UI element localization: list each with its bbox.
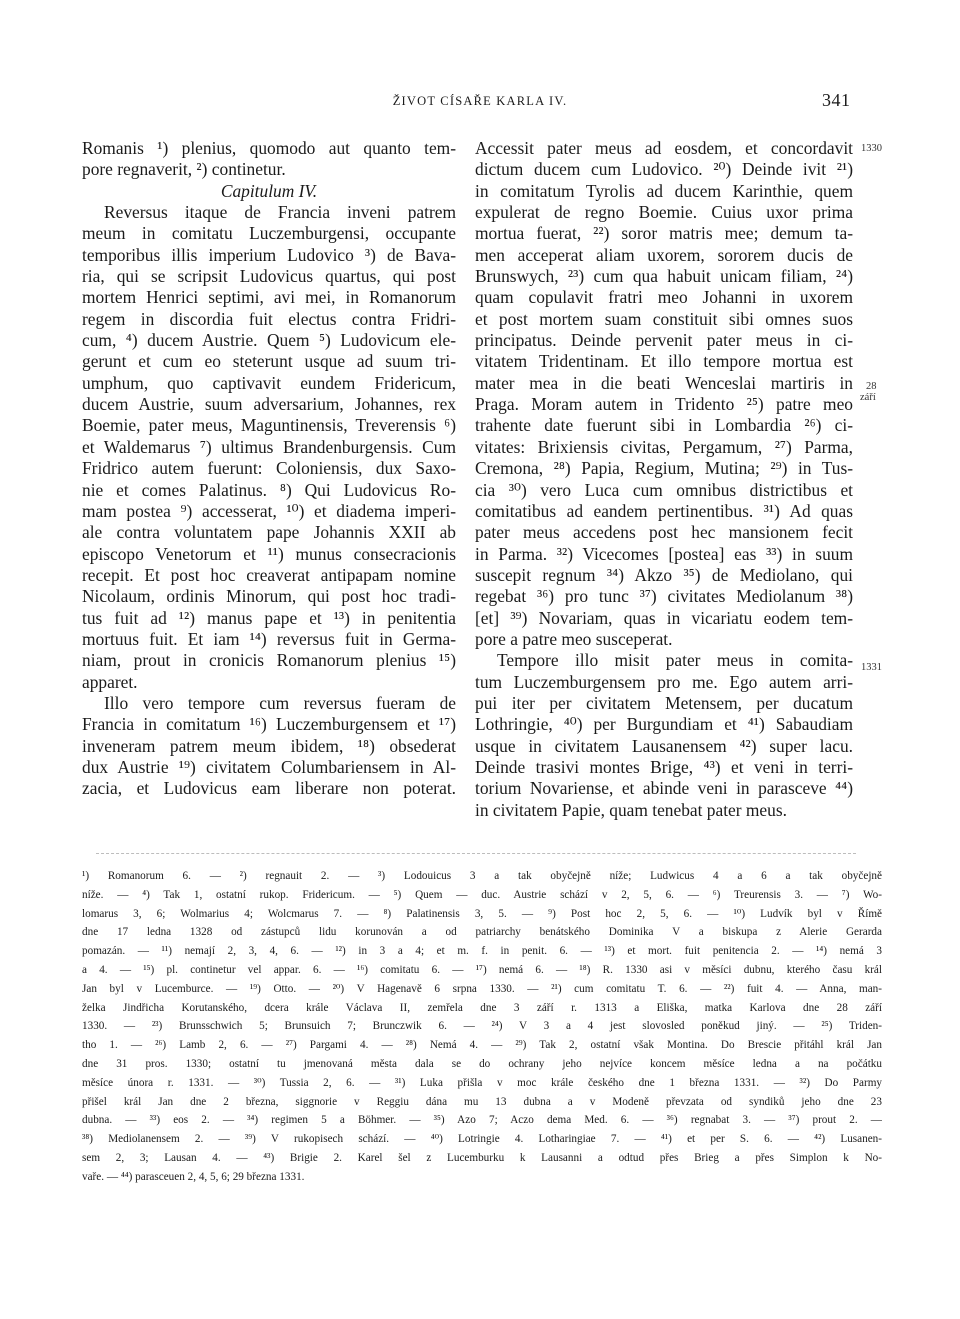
text-line: tum Luczemburgensem pro me. Ego autem arri- xyxy=(475,671,853,692)
margin-note-day: 28 xyxy=(866,381,877,392)
footnote-line: lomarus 3, 6; Wolmarius 4; Wolcmarus 7. — ⁸) Palatinensis 3, 5. — ⁹) Post hoc 2, 5, 6. — ¹⁰) Ludvík byl v Římě xyxy=(82,907,882,920)
footnote-line: měsíce února r. 1331. — ³⁰) Tussia 2, 6. — ³¹) Luka přišla v moc krále českého dne 1 března 1331. — ³²) Do Parmy xyxy=(82,1076,882,1089)
chapter-heading: Capitulum IV. xyxy=(220,180,318,201)
text-line: mam postea ⁹) accesserat, ¹⁰) et diadema imperi- xyxy=(82,500,456,521)
margin-note-year: 1330 xyxy=(861,143,882,154)
text-line: in civitatem Papie, quam tenebat pater meus. xyxy=(475,799,787,820)
text-line: mater mea in die beati Wenceslai martiris in xyxy=(475,372,853,393)
left-column xyxy=(82,138,456,800)
text-line: dictum ducem cum Ludovico. ²⁰) Deinde ivit ²¹) xyxy=(475,159,853,180)
footnote-line: vaře. — ⁴⁴) parasceuen 2, 4, 5, 6; 29 března 1331. xyxy=(82,1170,305,1183)
text-line: Praga. Moram autem in Tridento ²⁵) patre meo xyxy=(475,394,853,415)
text-line: comitatibus ad eandem pertinentibus. ³¹) Ad quas xyxy=(475,500,853,521)
text-line: ria, qui se scripsit Ludovicus quartus, qui post xyxy=(82,266,456,287)
text-line: regem in discordia fuit electus contra Fridri- xyxy=(82,308,456,329)
text-line: mortuus fuit. Et iam ¹⁴) reversus fuit in Germa- xyxy=(82,628,456,649)
text-line: [et] ³⁹) Novariam, quas in vicariatu eodem tem- xyxy=(475,607,853,628)
text-line: in Parma. ³²) Vicecomes [postea] eas ³³) in suum xyxy=(475,543,853,564)
text-line: episcopo Venetorum et ¹¹) munus consecracionis xyxy=(82,543,456,564)
text-line: gerunt et cum eo steterunt usque ad suum tri- xyxy=(82,351,456,372)
text-line: Accessit pater meus ad eosdem, et concordavit xyxy=(475,138,853,158)
text-line: pore a patre meo susceperat. xyxy=(475,628,673,649)
text-line: trahente date fuerunt sibi in Lombardia ²⁶) ci- xyxy=(475,415,853,436)
footnote-line: ¹) Romanorum 6. — ²) regnauit 2. — ³) Lodouicus 3 a tak obyčejně níže; Ludwicus 4 a 6 a tak obyčejně xyxy=(82,870,882,882)
footnote-line: želka Jindřicha Korutanského, dcera krále Václava II, zemřela dne 3 září r. 1313 a Eliška, matka Karlova dne 28 září xyxy=(82,1001,882,1014)
text-line: Deinde trasivi montes Brige, ⁴³) et veni in terri- xyxy=(475,756,853,777)
footnote-line: níže. — ⁴) Tak 1, ostatní rukop. Fridericum. — ⁵) Quem — duc. Austrie schází v 2, 5, 6. — ⁶) Treurensis 3. — ⁷) Wo- xyxy=(82,888,882,901)
text-line: vitatem Tridentinam. Et illo tempore mortua est xyxy=(475,351,853,372)
text-line: Nicolaum, ordinis Minorum, qui post hoc tradi- xyxy=(82,586,456,607)
text-line: regebat ³⁶) pro tunc ³⁷) civitates Mediolanum ³⁸) xyxy=(475,586,853,607)
text-line: Reversus itaque de Francia inveni patrem xyxy=(104,202,456,223)
page-number: 341 xyxy=(822,90,851,110)
text-line: et post mortem suam constituit sibi omnes suos xyxy=(475,308,853,329)
footnotes xyxy=(82,867,882,1187)
text-line: recepit. Et post hoc creaverat antipapam nomine xyxy=(82,564,456,585)
text-line: pater meus accedens post hec mansionem fecit xyxy=(475,522,853,543)
text-line: niam, prout in cronicis Romanorum plenius ¹⁵) xyxy=(82,650,456,671)
text-line: apparet. xyxy=(82,671,138,692)
footnote-line: pomazán. — ¹¹) nemají 2, 3, 4, 6. — ¹²) in 3 a 4; et m. f. in penit. 6. — ¹³) et mort. fuit penitencia 2. — ¹⁴) nemá 3 xyxy=(82,945,882,958)
margin-note-month: září xyxy=(860,392,876,403)
running-header xyxy=(0,90,960,114)
text-line: tus fuit ad ¹²) manus pape et ¹³) in penitentia xyxy=(82,607,456,628)
margin-note-year: 1331 xyxy=(861,662,882,673)
right-column xyxy=(475,138,853,821)
text-line: et Waldemarus ⁷) ultimus Brandenburgensis. Cum xyxy=(82,436,456,457)
text-line: vitates: Brixiensis civitas, Pergamum, ²⁷) Parma, xyxy=(475,436,853,457)
footnote-separator xyxy=(96,853,856,854)
text-line: ducem Austrie, suum adversarium, Johannes, rex xyxy=(82,394,456,415)
text-line: mortem Henrici septimi, avi mei, in Romanorum xyxy=(82,287,456,308)
text-line: Illo vero tempore cum reversus fueram de xyxy=(104,692,456,713)
text-line: temporibus illis imperium Ludovico ³) de Bava- xyxy=(82,244,456,265)
text-line: pore regnaverit, ²) continetur. xyxy=(82,159,286,180)
text-line: expulerat de regno Boemie. Cuius uxor prima xyxy=(475,202,853,223)
text-line: Fridrico autem fuerunt: Coloniensis, dux Saxo- xyxy=(82,458,456,479)
footnote-line: 1330. — ²³) Brunsschwich 5; Brunsuich 7; Brunczwik 6. — ²⁴) V 3 a 4 jest slovosled poněkud jiný. — ²⁵) Triden- xyxy=(82,1020,882,1033)
footnote-line: tho 1. — ²⁶) Lamb 2, 6. — ²⁷) Pargami 4. — ²⁸) Nemá 4. — ²⁹) Tak 2, ostatní však Montina. Do Brescie přitáhl král Jan xyxy=(82,1039,882,1052)
text-line: Boemie, pater meus, Maguntinensis, Treverensis ⁶) xyxy=(82,415,456,436)
text-line: Romanis ¹) plenius, quomodo aut quanto tem- xyxy=(82,138,456,158)
text-line: umphum, quo captivavit eundem Fridericum, xyxy=(82,372,456,393)
footnote-line: dne 31 pros. 1330; ostatní tu jmenovaná města dala se do ochrany jeho nejvíce koncem měsíce ledna a na počátku xyxy=(82,1057,882,1070)
footnote-line: Jan byl v Lucemburce. — ¹⁹) Otto. — ²⁰) V Hagenavě 6 srpna 1330. — ²¹) cum comitatu T. 6. — ²²) fuit 4. — Anna, man- xyxy=(82,982,882,995)
text-line: nie et comes Palatinus. ⁸) Qui Ludovicus Ro- xyxy=(82,479,456,500)
text-line: inveneram patrem meum ibidem, ¹⁸) obsederat xyxy=(82,735,456,756)
footnote-line: ³⁸) Mediolanensem 2. — ³⁹) V rukopisech schází. — ⁴⁰) Lotringie 4. Lotharingiae 7. — ⁴¹) et per S. 6. — ⁴²) Lusanen- xyxy=(82,1133,882,1146)
text-line: meum in comitatu Luczemburgensi, occupante xyxy=(82,223,456,244)
text-line: quam copulavit fratri meo Johanni in uxorem xyxy=(475,287,853,308)
footnote-line: a 4. — ¹⁵) pl. continetur vel appar. 6. — ¹⁶) comitatu 6. — ¹⁷) nemá 6. — ¹⁸) R. 1330 asi v měsíci dubnu, kterého času král xyxy=(82,963,882,976)
footnote-line: dne 17 ledna 1328 od zástupců lidu korunován a od patriarchy benátského Dominika V a biskupa z Alerie Gerarda xyxy=(82,926,882,939)
text-line: Brunswych, ²³) cum qua habuit unicam filiam, ²⁴) xyxy=(475,266,853,287)
text-line: in comitatum Tyrolis ad ducem Karinthie, quem xyxy=(475,180,853,201)
text-line: Tempore illo misit pater meus in comita- xyxy=(497,650,853,671)
text-line: mortua fuerat, ²²) soror matris mee; demum ta- xyxy=(475,223,853,244)
text-line: pui iter per civitatem Metensem, per ducatum xyxy=(475,692,853,713)
text-line: Francia in comitatum ¹⁶) Luczemburgensem et ¹⁷) xyxy=(82,714,456,735)
text-line: cia ³⁰) vero Luca cum omnibus districtibus et xyxy=(475,479,853,500)
text-line: Cremona, ²⁸) Papia, Regium, Mutina; ²⁹) in Tus- xyxy=(475,458,853,479)
text-line: torium Novariense, et abinde veni in parasceve ⁴⁴) xyxy=(475,778,853,799)
text-line: zacia, et Ludovicus eam liberare non poterat. xyxy=(82,778,456,799)
footnote-line: sem 2, 3; Lausan 4. — ⁴³) Brigie 2. Karel šel z Lucemburku k Lausanni a odtud přes Brieg a přes Simplon k No- xyxy=(82,1151,882,1164)
text-line: Lothringie, ⁴⁰) per Burgundiam et ⁴¹) Sabaudiam xyxy=(475,714,853,735)
footnote-line: dubna. — ³³) eos 2. — ³⁴) regimen 5 a Böhmer. — ³⁵) Azo 7; Aczo dema Med. 6. — ³⁶) regnabat 3. — ³⁷) prout 2. — xyxy=(82,1114,882,1127)
text-line: cum, ⁴) ducem Austrie. Quem ⁵) Ludovicum ele- xyxy=(82,330,456,351)
footnote-line: přišel král Jan dne 2 března, siggnorie v Reggiu dána mu 13 dubna a v Modeně převzata od syndiků jeho dne 23 xyxy=(82,1095,882,1108)
text-line: usque in civitatem Lausanensem ⁴²) super lacu. xyxy=(475,735,853,756)
text-line: principatus. Deinde pervenit pater meus in ci- xyxy=(475,330,853,351)
text-line: ale contra voluntatem pape Johannis XXII ab xyxy=(82,522,456,543)
text-line: men acceperat aliam uxorem, sororem ducis de xyxy=(475,244,853,265)
text-line: dux Austrie ¹⁹) civitatem Columbariensem in Al- xyxy=(82,756,456,777)
running-title: ŽIVOT CÍSAŘE KARLA IV. xyxy=(392,94,568,108)
text-line: suscepit regnum ³⁴) Akzo ³⁵) de Mediolano, qui xyxy=(475,564,853,585)
